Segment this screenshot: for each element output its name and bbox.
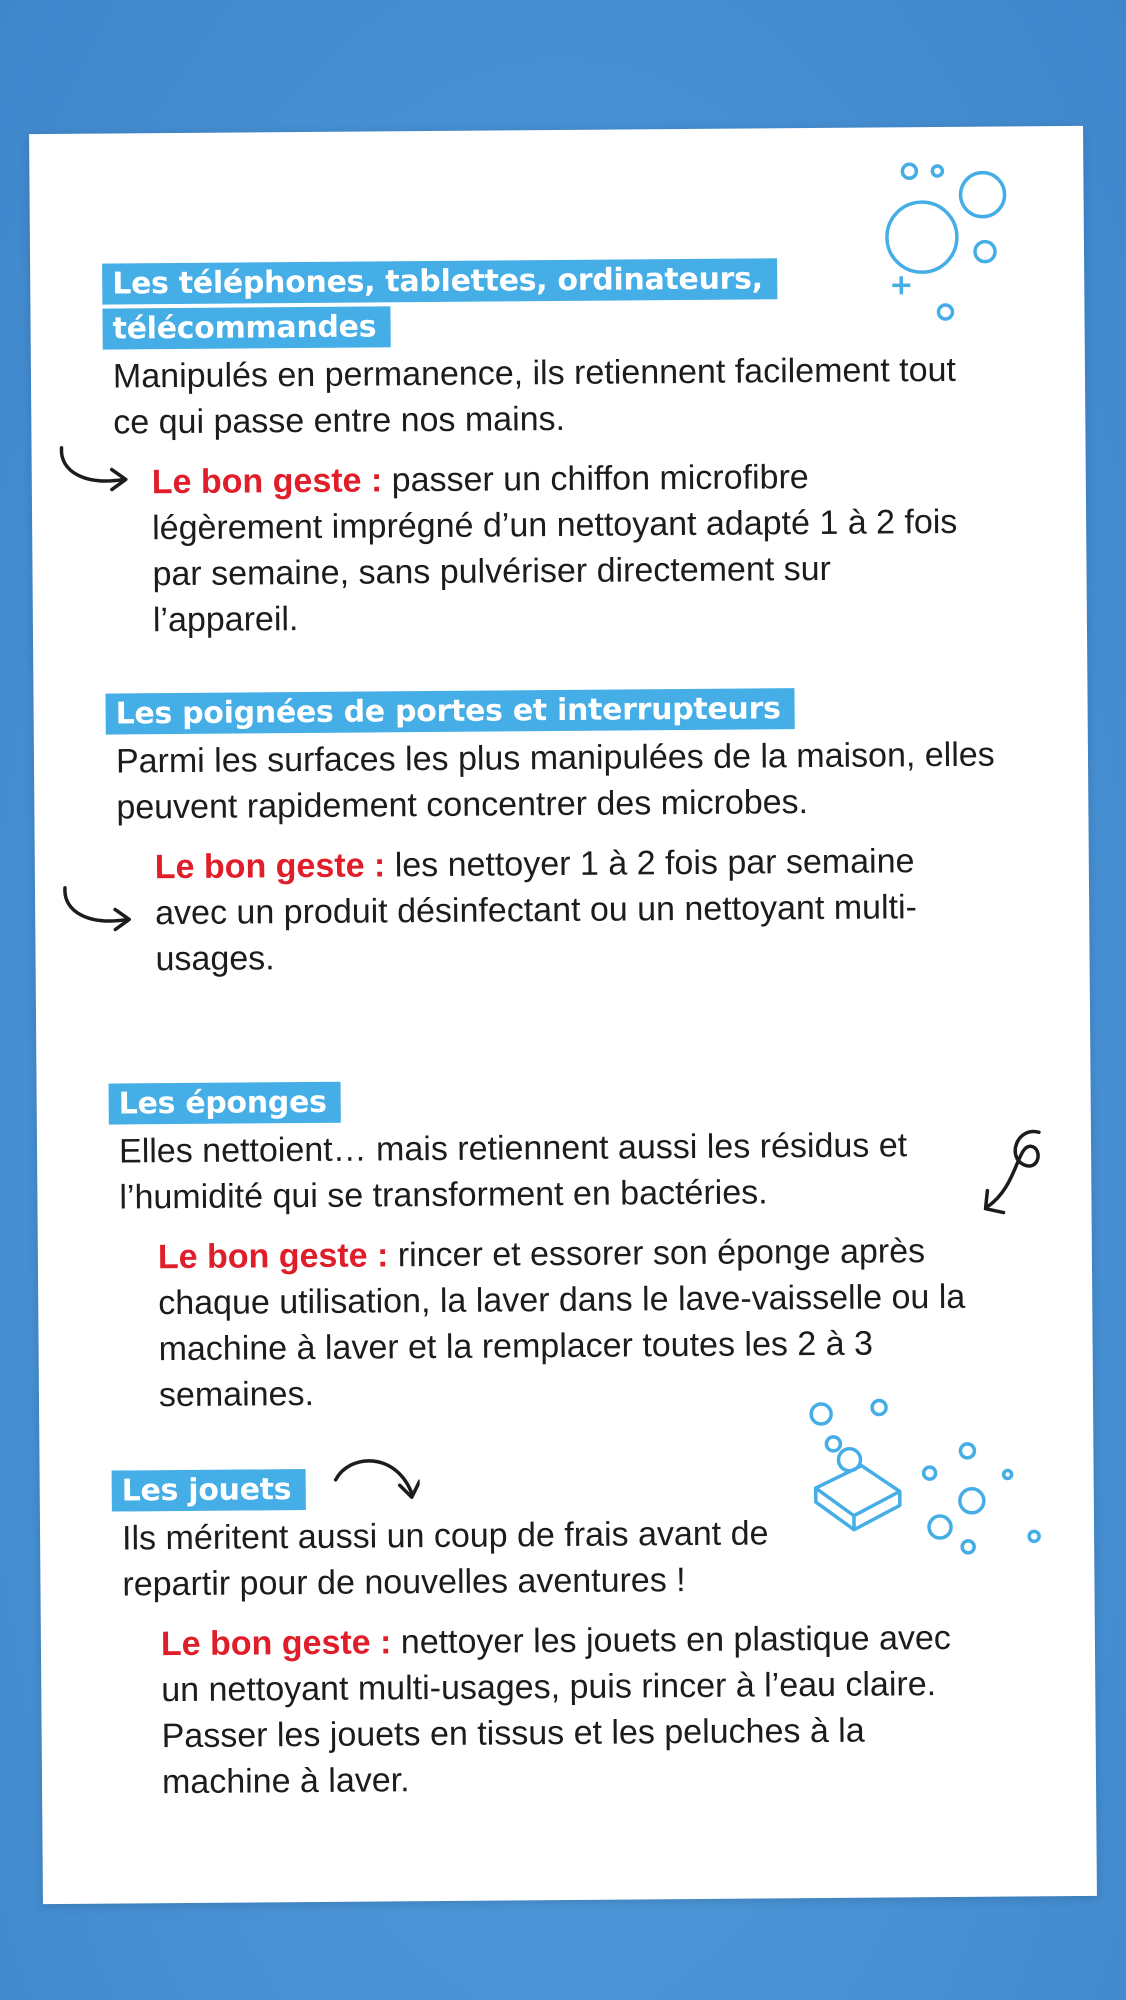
tip-label: Le bon geste : — [157, 1236, 389, 1277]
tip-text: nettoyer les jouets en plastique avec un nettoyant multi-usages, puis rincer à l’eau claire. Passer les jouets en tissus et les peluches à la machine à laver. — [161, 1618, 951, 1802]
section-description: Ils méritent aussi un coup de frais avant de repartir pour de nouvelles aventures ! — [121, 1514, 769, 1604]
section-description: Manipulés en permanence, ils retiennent facilement tout ce qui passe entre nos mains. — [112, 350, 957, 442]
curved-arrow-icon — [59, 883, 139, 944]
section-tip — [102, 453, 983, 644]
section-tip — [105, 838, 986, 983]
section-tip — [108, 1228, 989, 1419]
section-description: Elles nettoient… mais retiennent aussi les résidus et l’humidité qui se transforment en bactéries. — [118, 1126, 908, 1217]
section-title: Les téléphones, tablettes, ordinateurs, télécommandes — [102, 258, 777, 349]
section-handles — [103, 685, 1005, 983]
curved-arrow-icon — [55, 443, 135, 504]
section-sponges — [107, 1075, 1010, 1419]
section-title: Les poignées de portes et interrupteurs — [105, 688, 794, 734]
tip-label: Le bon geste : — [160, 1623, 392, 1664]
tip-text: rincer et essorer son éponge après chaque utilisation, la laver dans le lave-vaisselle ou la machine à laver et la remplacer toutes les 2 à 3 semaines. — [158, 1232, 966, 1415]
tip-label: Le bon geste : — [151, 461, 383, 502]
section-description: Parmi les surfaces les plus manipulées de la maison, elles peuvent rapidement concentrer des microbes. — [115, 735, 995, 827]
section-title: Les éponges — [109, 1082, 341, 1125]
tip-text: passer un chiffon microfibre légèrement imprégné d’un nettoyant adapté 1 à 2 fois par semaine, sans pulvériser directement sur l’appareil. — [152, 458, 958, 640]
section-tip — [111, 1615, 992, 1806]
loop-arrow-icon — [977, 1126, 1058, 1237]
section-title: Les jouets — [112, 1469, 306, 1512]
tip-text: les nettoyer 1 à 2 fois par semaine avec un produit désinfectant ou un nettoyant multi-usages. — [155, 842, 918, 979]
tip-label: Le bon geste : — [154, 846, 386, 887]
content-card — [29, 126, 1097, 1904]
section-toys — [110, 1462, 993, 1806]
curved-arrow-icon — [329, 1449, 419, 1510]
section-devices — [100, 255, 1003, 644]
